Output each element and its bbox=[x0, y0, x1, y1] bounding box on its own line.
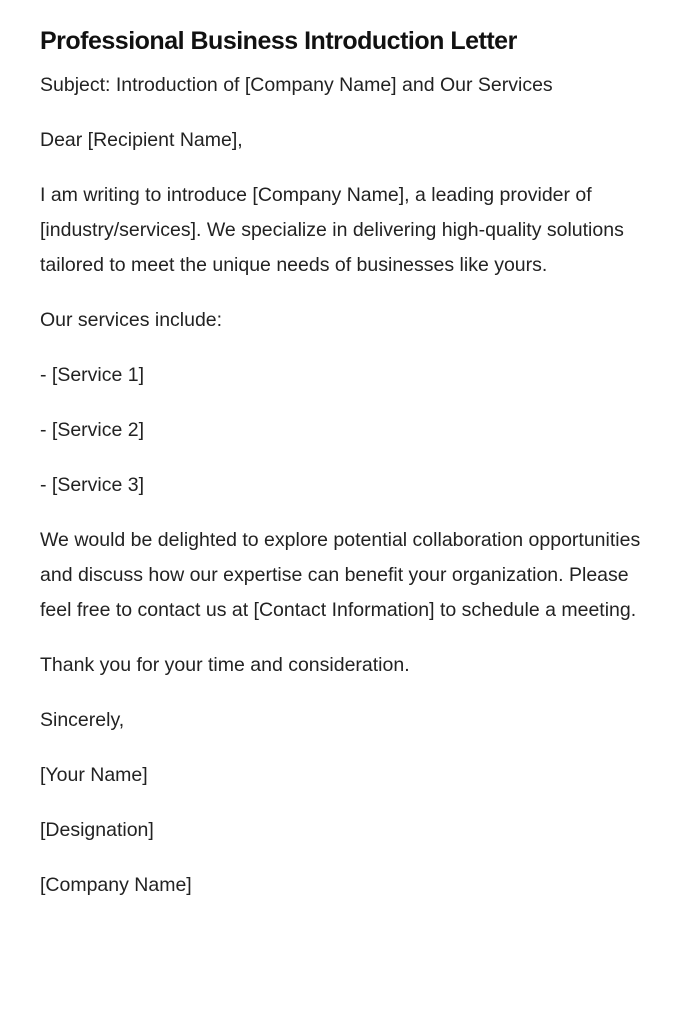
subject-line: Subject: Introduction of [Company Name] and Our Services bbox=[40, 74, 553, 96]
services-heading: Our services include: bbox=[40, 309, 223, 331]
thanks-line: Thank you for your time and consideration. bbox=[40, 654, 410, 676]
signer-designation: [Designation] bbox=[40, 819, 154, 841]
letter-title: Professional Business Introduction Letter bbox=[40, 27, 517, 55]
service-item: - [Service 3] bbox=[40, 474, 145, 496]
intro-paragraph: I am writing to introduce [Company Name], a leading provider of [industry/services]. We specialize in delivering high-quality solutions tailored to meet the unique needs of businesses like yours. bbox=[40, 184, 624, 276]
service-item: - [Service 1] bbox=[40, 364, 145, 386]
collaboration-paragraph: We would be delighted to explore potential collaboration opportunities and discuss how our expertise can benefit your organization. Please feel free to contact us at [Contact Information] to schedule a meeting. bbox=[40, 529, 641, 621]
service-item: - [Service 2] bbox=[40, 419, 145, 441]
closing: Sincerely, bbox=[40, 709, 125, 731]
signer-name: [Your Name] bbox=[40, 764, 148, 786]
signer-company: [Company Name] bbox=[40, 874, 192, 896]
salutation: Dear [Recipient Name], bbox=[40, 129, 243, 151]
